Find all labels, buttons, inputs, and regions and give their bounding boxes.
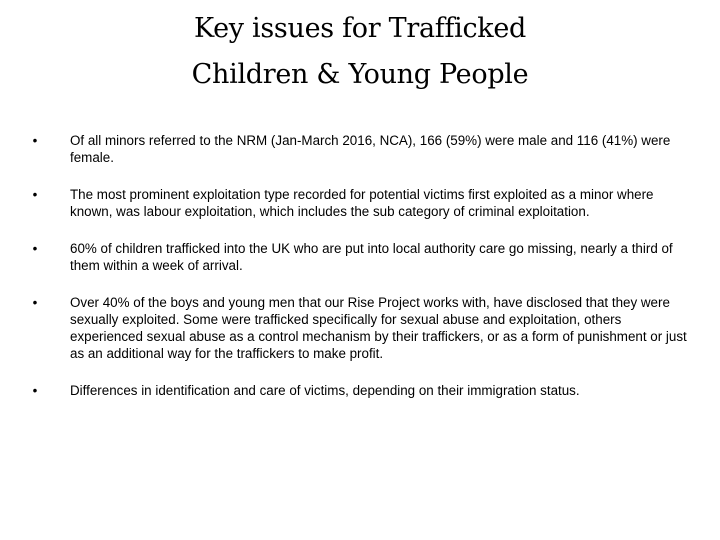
bullet-icon: • (32, 383, 38, 398)
bullet-item-nrm-referrals (24, 132, 692, 166)
bullet-text: 60% of children trafficked into the UK who are put into local authority care go missing, nearly a third of them within a week of arrival. (70, 241, 673, 273)
bullet-text: Differences in identification and care of victims, depending on their immigration status. (70, 383, 580, 398)
bullet-icon: • (32, 133, 38, 148)
slide-title-line-1: Key issues for Trafficked (193, 13, 527, 44)
bullet-item-exploitation-type (24, 186, 692, 220)
bullet-item-rise-project (24, 294, 692, 362)
bullet-text: Of all minors referred to the NRM (Jan-March 2016, NCA), 166 (59%) were male and 116 (41%) were female. (70, 133, 671, 165)
bullet-icon: • (32, 187, 38, 202)
bullet-list (24, 132, 692, 419)
bullet-item-immigration-status (24, 382, 692, 399)
slide-title-line-2: Children & Young People (191, 59, 529, 90)
slide-title (160, 6, 560, 98)
bullet-icon: • (32, 295, 38, 310)
bullet-text: Over 40% of the boys and young men that our Rise Project works with, have disclosed that they were sexually exploited. Some were trafficked specifically for sexual abuse and exploitation, others experienced sexual abuse as a control mechanism by their traffickers, or as a form of punishment or just as an additional way for the traffickers to make profit. (70, 295, 687, 361)
bullet-item-missing-children (24, 240, 692, 274)
bullet-icon: • (32, 241, 38, 256)
bullet-text: The most prominent exploitation type recorded for potential victims first exploited as a minor where known, was labour exploitation, which includes the sub category of criminal exploitation. (70, 187, 654, 219)
